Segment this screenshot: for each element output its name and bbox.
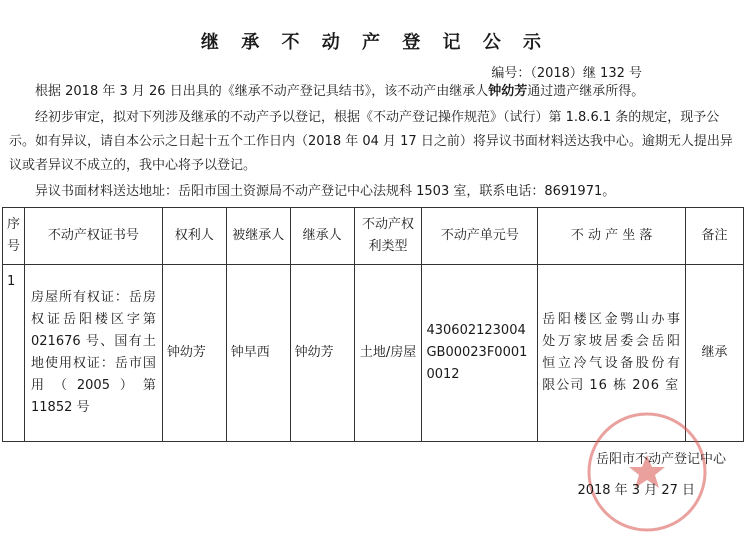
heir-name: 钟幼芳 [488, 84, 528, 99]
header-note: 备注 [686, 208, 744, 265]
issuing-office: 岳阳市不动产登记中心 [595, 452, 726, 467]
header-location: 不 动 产 坐 落 [538, 208, 686, 265]
cell-location: 岳阳楼区金鹗山办事处万家坡居委会岳阳恒立冷气设备股份有限公司 16 栋 206 室 [538, 265, 686, 442]
cell-right-type: 土地/房屋 [354, 265, 422, 442]
header-right-type: 不动产权利类型 [354, 208, 422, 265]
paragraph-address: 异议书面材料送达地址：岳阳市国土资源局不动产登记中心法规科 1503 室，联系电话：8691971。 [35, 184, 616, 199]
issue-date: 2018 年 3 月 27 日 [577, 483, 695, 498]
official-seal [584, 409, 710, 535]
header-holder: 权利人 [162, 208, 226, 265]
seal-graphic [584, 409, 710, 535]
cell-unit-no: 430602123004GB00023F00010012 [422, 265, 538, 442]
cell-note: 继承 [686, 265, 744, 442]
cell-decedent: 钟早西 [226, 265, 290, 442]
notice-title: 继 承 不 动 产 登 记 公 示 [200, 32, 550, 53]
table-header-row [3, 208, 744, 265]
document-number: 编号：（2018）继 132 号 [491, 66, 642, 81]
cell-cert: 房屋所有权证：岳房权证岳阳楼区字第 021676 号、国有土地使用权证：岳市国用（2005）第 11852 号 [25, 265, 163, 442]
paragraph-basis-tail: 通过遗产继承所得。 [527, 84, 645, 99]
cell-seq: 1 [3, 265, 25, 442]
paragraph-basis-text: 根据 2018 年 3 月 26 日出具的《继承不动产登记具结书》，该不动产由继承人 [35, 84, 489, 99]
cell-holder: 钟幼芳 [162, 265, 226, 442]
header-decedent: 被继承人 [226, 208, 290, 265]
header-unit-no: 不动产单元号 [422, 208, 538, 265]
header-cert: 不动产权证书号 [25, 208, 163, 265]
cell-heir: 钟幼芳 [290, 265, 354, 442]
header-seq: 序号 [3, 208, 25, 265]
paragraph-review: 经初步审定，拟对下列涉及继承的不动产予以登记，根据《不动产登记操作规范》（试行）第 1.8.6.1 条的规定，现予公示。如有异议，请自本公示之日起十五个工作日内（2018 年 04 月 17 日之前）将异议书面材料送达我中心。逾期无人提出异议或者异议不成立的，我中心将予以登记。 [9, 110, 733, 173]
header-heir: 继承人 [290, 208, 354, 265]
paragraph-basis [9, 80, 733, 104]
notice-table [2, 207, 744, 442]
